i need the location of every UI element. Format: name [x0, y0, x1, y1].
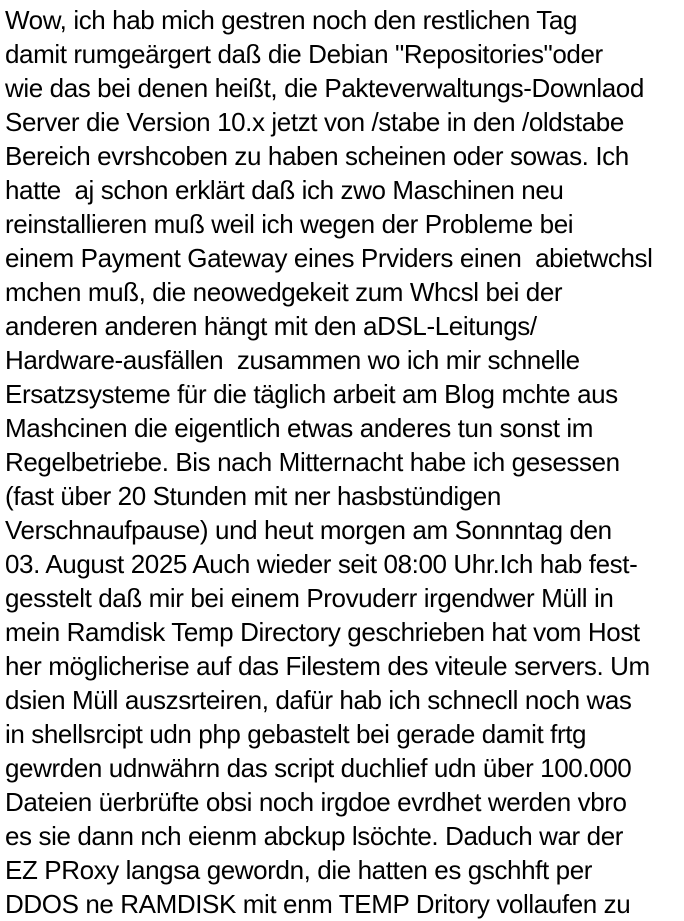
text-line: es sie dann nch eienm abckup lsöchte. Daduch war der — [5, 821, 624, 851]
text-line: Ersatzsysteme für die täglich arbeit am Blog mchte aus — [5, 379, 618, 409]
text-line: (fast über 20 Stunden mit ner hasbstündigen — [5, 481, 501, 511]
text-line: einem Payment Gateway eines Prviders einen abietwchsl — [5, 243, 653, 273]
text-line: anderen anderen hängt mit den aDSL-Leitungs/ — [5, 311, 537, 341]
text-line: Bereich evrshcoben zu haben scheinen oder sowas. Ich — [5, 141, 629, 171]
text-line: mchen muß, die neowedgekeit zum Whcsl bei der — [5, 277, 563, 307]
text-line: Regelbetriebe. Bis nach Mitternacht habe ich gesessen — [5, 447, 620, 477]
text-line: her möglicherise auf das Filestem des viteule servers. Um — [5, 651, 650, 681]
text-line: hatte aj schon erklärt daß ich zwo Maschinen neu — [5, 175, 564, 205]
text-line: EZ PRoxy langsa gewordn, die hatten es gschhft per — [5, 855, 593, 885]
text-line: damit rumgeärgert daß die Debian "Repositories"oder — [5, 39, 603, 69]
text-line: mein Ramdisk Temp Directory geschrieben hat vom Host — [5, 617, 640, 647]
text-line: Mashcinen die eigentlich etwas anderes tun sonst im — [5, 413, 594, 443]
text-line: DDOS ne RAMDISK mit enm TEMP Dritory vollaufen zu — [5, 889, 631, 919]
text-line: Verschnaufpause) und heut morgen am Sonnntag den — [5, 515, 612, 545]
text-line: wie das bei denen heißt, die Pakteverwaltungs-Downlaod — [5, 73, 644, 103]
text-line: 03. August 2025 Auch wieder seit 08:00 Uhr.Ich hab fest- — [5, 549, 638, 579]
text-line: in shellsrcipt udn php gebastelt bei gerade damit frtg — [5, 719, 587, 749]
text-line: gewrden udnwährn das script duchlief udn über 100.000 — [5, 753, 632, 783]
text-line: dsien Müll auszsrteiren, dafür hab ich schnecll noch was — [5, 685, 632, 715]
text-line: gesstelt daß mir bei einem Provuderr irgendwer Müll in — [5, 583, 614, 613]
text-line: reinstallieren muß weil ich wegen der Probleme bei — [5, 209, 574, 239]
text-line: Dateien üerbrüfte obsi noch irgdoe evrdhet werden vbro — [5, 787, 627, 817]
text-line: Server die Version 10.x jetzt von /stabe in den /oldstabe — [5, 107, 624, 137]
text-line: Wow, ich hab mich gestren noch den restlichen Tag — [5, 5, 578, 35]
text-line: Hardware-ausfällen zusammen wo ich mir schnelle — [5, 345, 580, 375]
